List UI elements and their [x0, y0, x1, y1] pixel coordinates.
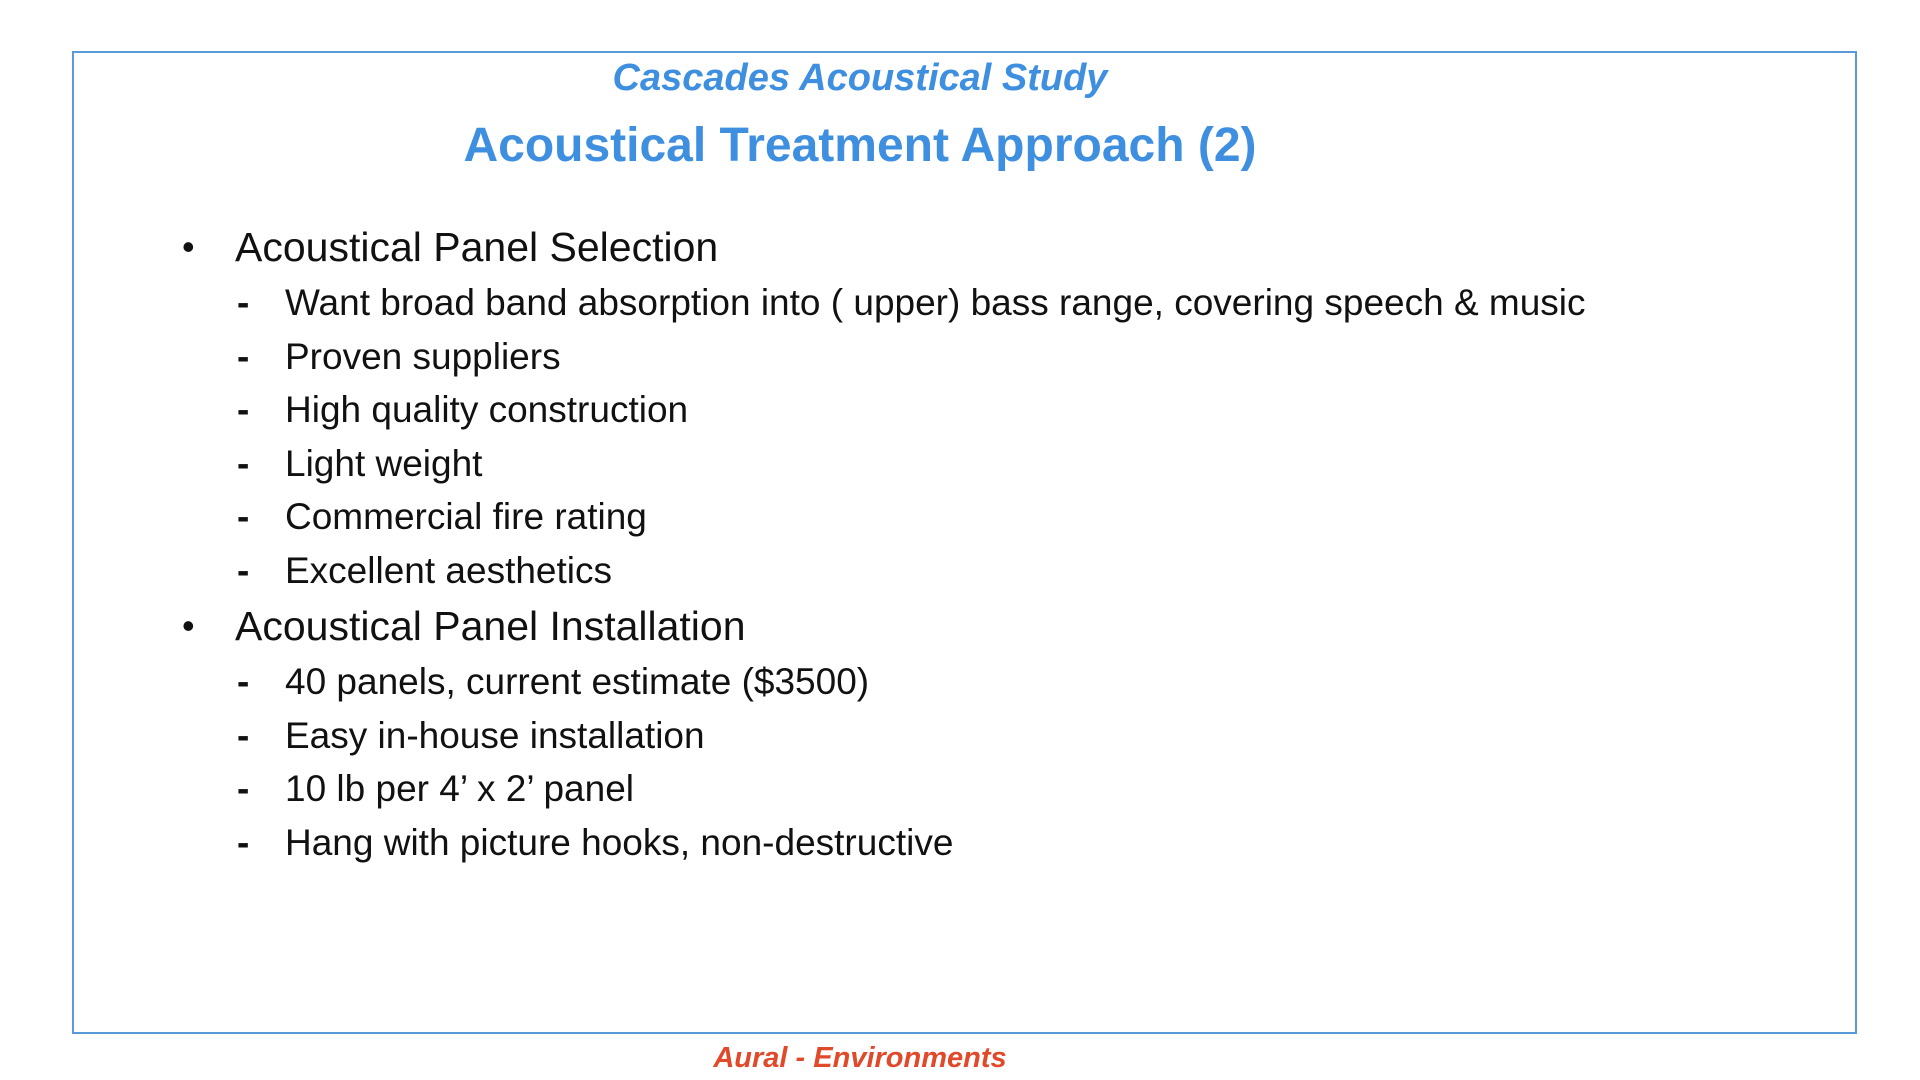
- dash-icon: -: [237, 661, 250, 702]
- list-item: [182, 383, 1742, 437]
- dash-icon: -: [237, 389, 250, 430]
- list-item-text: High quality construction: [285, 389, 689, 430]
- list-item: [182, 437, 1742, 491]
- slide-content: [182, 218, 1742, 869]
- bullet-heading-text: Acoustical Panel Selection: [235, 224, 719, 270]
- list-item: [182, 544, 1742, 598]
- dash-icon: -: [237, 282, 250, 323]
- list-item: [182, 655, 1742, 709]
- list-item-text: Commercial fire rating: [285, 496, 647, 537]
- list-item-text: 10 lb per 4’ x 2’ panel: [285, 768, 634, 809]
- list-item-text: Proven suppliers: [285, 335, 561, 377]
- bullet-heading: [182, 597, 1742, 655]
- dash-icon: -: [237, 496, 250, 537]
- bullet-icon: •: [182, 226, 195, 267]
- sub-list: [182, 276, 1742, 597]
- list-item-text: Hang with picture hooks, non-destructive: [285, 821, 954, 863]
- slide-footer: Aural - Environments: [713, 1042, 1007, 1074]
- list-item: [182, 762, 1742, 816]
- bullet-icon: •: [182, 605, 195, 646]
- slide-subtitle: Cascades Acoustical Study: [612, 57, 1108, 99]
- bullet-heading-text: Acoustical Panel Installation: [235, 603, 746, 649]
- dash-icon: -: [237, 821, 250, 863]
- list-item-text: Easy in-house installation: [285, 714, 705, 756]
- list-item-text: Light weight: [285, 442, 483, 484]
- section-panel-installation: [182, 597, 1742, 869]
- dash-icon: -: [237, 549, 250, 591]
- list-item: [182, 816, 1742, 870]
- list-item: [182, 709, 1742, 763]
- dash-icon: -: [237, 768, 250, 809]
- bullet-heading: [182, 218, 1742, 276]
- dash-icon: -: [237, 714, 250, 756]
- dash-icon: -: [237, 442, 250, 484]
- list-item: [182, 276, 1742, 330]
- list-item: [182, 330, 1742, 384]
- section-panel-selection: [182, 218, 1742, 597]
- list-item: [182, 490, 1742, 544]
- list-item-text: Excellent aesthetics: [285, 549, 613, 591]
- dash-icon: -: [237, 335, 250, 377]
- slide-title: Acoustical Treatment Approach (2): [463, 119, 1257, 172]
- list-item-text: Want broad band absorption into ( upper) bass range, covering speech & music: [285, 282, 1586, 323]
- list-item-text: 40 panels, current estimate ($3500): [285, 661, 870, 702]
- sub-list: [182, 655, 1742, 869]
